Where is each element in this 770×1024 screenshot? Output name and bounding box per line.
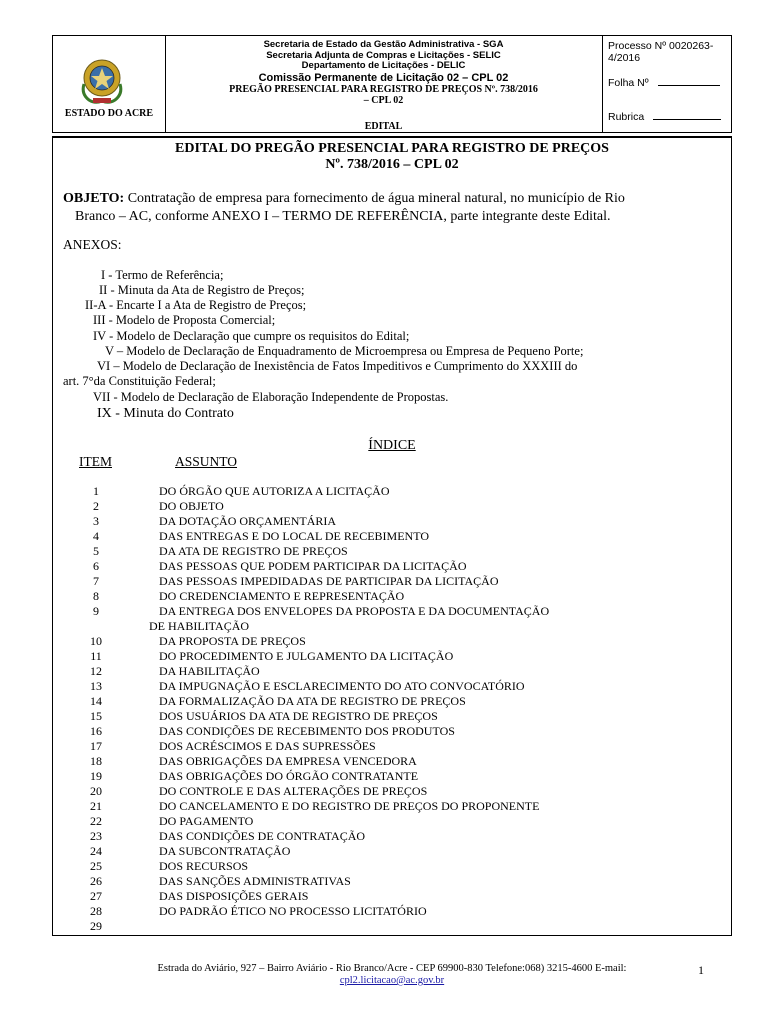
index-row [53,709,733,724]
index-item-subject: DA FORMALIZAÇÃO DA ATA DE REGISTRO DE PREÇOS [159,694,466,708]
departamento-line: Departamento de Licitações - DELIC [301,60,466,71]
state-label: ESTADO DO ACRE [64,108,154,119]
folha-row [608,76,720,89]
index-item-number: 2 [93,499,99,513]
index-item-number: 3 [93,514,99,528]
anexo-item: VI – Modelo de Declaração de Inexistência de Fatos Impeditivos e Cumprimento do XXXIII do [97,359,578,373]
index-item-subject: DE HABILITAÇÃO [149,619,250,633]
index-item-number: 29 [90,919,102,933]
anexo-item: IV - Modelo de Declaração que cumpre os requisitos do Edital; [93,329,410,343]
index-row [53,859,733,874]
index-item-number: 8 [93,589,99,603]
anexo-item: II - Minuta da Ata de Registro de Preços; [99,283,305,297]
index-item-number: 23 [90,829,102,843]
page-number: 1 [698,963,704,977]
index-item-subject: DA SUBCONTRATAÇÃO [159,844,291,858]
index-item-subject: DO OBJETO [159,499,224,513]
rubrica-label: Rubrica [608,111,645,123]
index-row [53,814,733,829]
index-item-subject: DO CREDENCIAMENTO E REPRESENTAÇÃO [159,589,405,603]
index-item-number: 26 [90,874,102,888]
anexo-item: IX - Minuta do Contrato [97,406,234,421]
index-row [53,784,733,799]
index-row [53,904,733,919]
index-row [53,634,733,649]
index-item-subject: DA PROPOSTA DE PREÇOS [159,634,306,648]
pregao-line-2: – CPL 02 [363,94,404,106]
index-item-number: 28 [90,904,102,918]
objeto-text-2: Branco – AC, conforme ANEXO I – TERMO DE REFERÊNCIA, parte integrante deste Edital. [75,209,611,224]
index-row [53,679,733,694]
index-item-subject: DOS RECURSOS [159,859,249,873]
anexos-label: ANEXOS: [63,237,122,252]
index-item-subject: DA IMPUGNAÇÃO E ESCLARECIMENTO DO ATO CONVOCATÓRIO [159,679,525,693]
footer-address: Estrada do Aviário, 927 – Bairro Aviário - Rio Branco/Acre - CEP 69900-830 Telefone:068) 3215-4600 E-mail: [157,963,627,974]
index-row [53,724,733,739]
index-item-subject: DAS PESSOAS IMPEDIDADAS DE PARTICIPAR DA LICITAÇÃO [159,574,499,588]
indice-title: ÍNDICE [368,438,416,453]
index-item-number: 25 [90,859,102,873]
index-item-number: 20 [90,784,102,798]
index-item-subject: DO CANCELAMENTO E DO REGISTRO DE PREÇOS DO PROPONENTE [159,799,540,813]
index-row [53,589,733,604]
footer-email-link[interactable]: cpl2.licitacao@ac.gov.br [339,975,445,986]
index-row [53,574,733,589]
index-item-number: 9 [93,604,99,618]
anexo-item: V – Modelo de Declaração de Enquadramento de Microempresa ou Empresa de Pequeno Porte; [105,344,584,358]
objeto-label: OBJETO: [63,191,125,206]
title-line-2: Nº. 738/2016 – CPL 02 [325,157,459,172]
anexo-item: VII - Modelo de Declaração de Elaboração Independente de Propostas. [93,390,449,404]
objeto-paragraph [63,190,699,226]
col-item-header: ITEM [79,454,112,469]
anexo-item: I - Termo de Referência; [101,268,224,282]
index-item-number: 12 [90,664,102,678]
index-row [53,919,733,934]
index-item-subject: DAS ENTREGAS E DO LOCAL DE RECEBIMENTO [159,529,429,543]
title-line-1: EDITAL DO PREGÃO PRESENCIAL PARA REGISTRO DE PREÇOS [175,141,609,156]
index-item-number: 19 [90,769,102,783]
index-row [53,649,733,664]
objeto-text-1: Contratação de empresa para fornecimento de água mineral natural, no município de Rio [124,191,625,206]
index-item-number: 7 [93,574,99,588]
header-logo-cell [53,36,166,132]
index-item-subject: DAS SANÇÕES ADMINISTRATIVAS [159,874,351,888]
index-item-number: 10 [90,634,102,648]
index-row [53,499,733,514]
index-item-number: 27 [90,889,102,903]
index-row [53,604,733,619]
index-item-subject: DO CONTROLE E DAS ALTERAÇÕES DE PREÇOS [159,784,428,798]
index-row [53,829,733,844]
index-row [53,619,733,634]
secretaria-adjunta-line: Secretaria Adjunta de Compras e Licitações - SELIC [266,49,501,61]
index-item-subject: DOS ACRÉSCIMOS E DAS SUPRESSÕES [159,739,376,753]
index-row [53,529,733,544]
index-item-number: 21 [90,799,102,813]
rubrica-blank [653,110,721,120]
anexo-item: art. 7°da Constituição Federal; [63,374,216,388]
header-process-cell [602,36,731,132]
index-item-subject: DAS OBRIGAÇÕES DA EMPRESA VENCEDORA [159,754,417,768]
index-item-number: 5 [93,544,99,558]
index-row [53,484,733,499]
header-center-cell [165,36,603,132]
index-row [53,769,733,784]
index-row [53,799,733,814]
index-item-subject: DO PADRÃO ÉTICO NO PROCESSO LICITATÓRIO [159,904,427,918]
index-item-number: 17 [90,739,102,753]
index-item-subject: DAS CONDIÇÕES DE CONTRATAÇÃO [159,829,366,843]
index-item-number: 14 [90,694,102,708]
index-row [53,889,733,904]
pregao-line-1: PREGÃO PRESENCIAL PARA REGISTRO DE PREÇOS Nº. 738/2016 [229,83,538,95]
folha-label: Folha Nº [608,77,649,89]
index-row [53,544,733,559]
col-assunto-header: ASSUNTO [175,454,238,469]
index-item-number: 24 [90,844,102,858]
index-item-number: 6 [93,559,99,573]
comissao-line: Comissão Permanente de Licitação 02 – CPL 02 [258,71,509,84]
index-item-subject: DA ENTREGA DOS ENVELOPES DA PROPOSTA E DA DOCUMENTAÇÃO [159,604,550,618]
index-row [53,754,733,769]
document-header [52,35,732,133]
anexo-item: III - Modelo de Proposta Comercial; [93,313,276,327]
index-item-number: 1 [93,484,99,498]
index-row [53,739,733,754]
index-item-number: 16 [90,724,102,738]
index-item-subject: DA HABILITAÇÃO [159,664,260,678]
index-item-number: 13 [90,679,102,693]
index-item-number: 11 [90,649,102,663]
secretaria-line: Secretaria de Estado da Gestão Administrativa - SGA [263,39,504,50]
index-item-subject: DAS CONDIÇÕES DE RECEBIMENTO DOS PRODUTOS [159,724,455,738]
processo-number: Processo Nº 0020263-4/2016 [608,40,714,64]
page-title [53,141,731,173]
state-seal-icon [79,54,125,106]
index-item-subject: DAS DISPOSIÇÕES GERAIS [159,889,309,903]
index-item-number: 4 [93,529,99,543]
anexo-item: II-A - Encarte I a Ata de Registro de Preços; [85,298,307,312]
main-content-box [52,136,732,936]
index-item-subject: DAS OBRIGAÇÕES DO ÓRGÃO CONTRATANTE [159,769,419,783]
index-item-number: 22 [90,814,102,828]
index-item-subject: DAS PESSOAS QUE PODEM PARTICIPAR DA LICITAÇÃO [159,559,467,573]
index-row [53,514,733,529]
index-item-subject: DO ÓRGÃO QUE AUTORIZA A LICITAÇÃO [159,484,390,498]
index-row [53,664,733,679]
index-row [53,844,733,859]
index-item-number: 18 [90,754,102,768]
index-row [53,694,733,709]
index-item-number: 15 [90,709,102,723]
rubrica-row [608,110,721,123]
index-item-subject: DA ATA DE REGISTRO DE PREÇOS [159,544,348,558]
edital-label: EDITAL [364,121,403,132]
folha-blank [658,76,720,86]
indice-heading [53,438,731,454]
index-item-subject: DA DOTAÇÃO ORÇAMENTÁRIA [159,514,337,528]
index-item-subject: DO PROCEDIMENTO E JULGAMENTO DA LICITAÇÃO [159,649,454,663]
index-item-subject: DO PAGAMENTO [159,814,254,828]
footer [52,963,732,987]
index-item-subject: DOS USUÁRIOS DA ATA DE REGISTRO DE PREÇOS [159,709,438,723]
index-row [53,559,733,574]
index-row [53,874,733,889]
index-list [53,484,733,934]
